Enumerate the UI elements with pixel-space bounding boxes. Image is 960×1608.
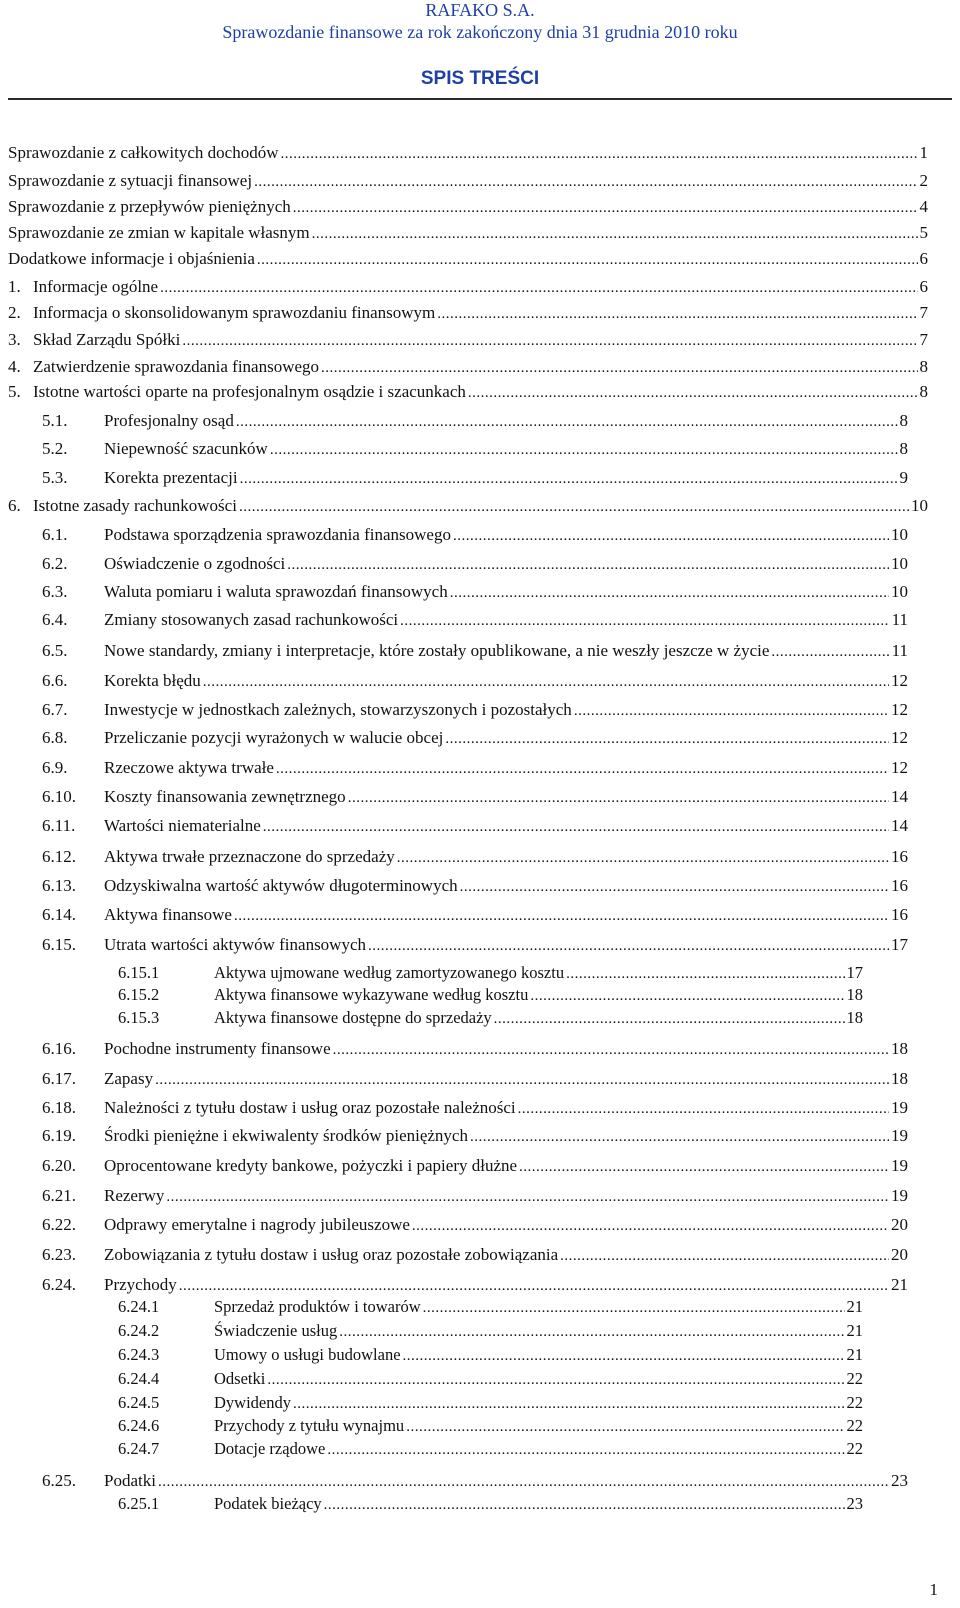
toc-dot-leader [348,786,889,809]
toc-entry-label: Aktywa finansowe wykazywane według kosztu [214,985,529,1004]
toc-entry-page: 19 [891,1126,908,1145]
toc-entry-label: Oświadczenie o zgodności [104,554,286,573]
toc-entry-page: 8 [899,411,908,430]
toc-entry[interactable] [8,276,928,298]
toc-entry-number: 6.25.1 [118,1494,160,1513]
toc-dot-leader [281,142,918,165]
toc-dot-leader [333,1038,889,1061]
toc-entry-page: 12 [891,671,908,690]
toc-entry-label: Zmiany stosowanych zasad rachunkowości [104,610,399,629]
toc-entry-page: 20 [891,1215,908,1234]
toc-entry-label: Zatwierdzenie sprawozdania finansowego [33,357,320,376]
toc-entry-page: 19 [891,1098,908,1117]
toc-entry-label: Rezerwy [104,1186,165,1205]
toc-entry-number: 6.8. [42,728,68,747]
toc-entry-number: 6.15.2 [118,985,160,1004]
toc-entry-number: 5.3. [42,468,68,487]
toc-entry-number: 6.1. [42,525,68,544]
toc-entry-page: 9 [899,468,908,487]
toc-dot-leader [406,1415,844,1438]
report-subtitle: Sprawozdanie finansowe za rok zakończony dnia 31 grudnia 2010 roku [222,22,738,42]
toc-entry-label: Skład Zarządu Spółki [33,330,181,349]
toc-entry[interactable] [42,875,908,897]
toc-entry[interactable] [8,329,928,351]
toc-entry-label: Dotacje rządowe [214,1439,326,1458]
toc-entry[interactable] [42,1125,908,1147]
toc-entry-page: 20 [891,1245,908,1264]
toc-entry[interactable] [42,699,908,721]
toc-entry[interactable] [8,142,928,164]
toc-entry-label: Świadczenie usług [214,1321,338,1340]
toc-entry-number: 6.24.1 [118,1297,160,1316]
header-divider [8,98,952,100]
toc-dot-leader [155,1068,889,1091]
toc-entry-page: 23 [846,1494,863,1513]
toc-entry-page: 18 [846,985,863,1004]
toc-entry[interactable] [118,1493,863,1515]
toc-entry-page: 22 [846,1393,863,1412]
toc-entry-number: 5.1. [42,411,68,430]
toc-dot-leader [234,904,889,927]
toc-dot-leader [771,640,889,663]
toc-entry-page: 18 [891,1069,908,1088]
toc-entry-label: Koszty finansowania zewnętrznego [104,787,346,806]
toc-dot-leader [166,1185,889,1208]
toc-entry-number: 6.18. [42,1098,76,1117]
toc-dot-leader [400,609,890,632]
toc-entry-label: Sprawozdanie ze zmian w kapitale własnym [8,223,310,242]
toc-entry-number: 6.24.7 [118,1439,160,1458]
toc-entry-page: 21 [891,1275,908,1294]
toc-entry[interactable] [118,1438,863,1460]
toc-entry-number: 6.15.3 [118,1008,160,1027]
toc-dot-leader [423,1296,845,1319]
toc-entry-page: 22 [846,1416,863,1435]
toc-dot-leader [468,381,918,404]
toc-entry-number: 6.19. [42,1126,76,1145]
toc-entry-page: 8 [899,439,908,458]
toc-entry-number: 6.24. [42,1275,76,1294]
toc-entry[interactable] [8,495,928,517]
toc-entry-page: 1 [919,143,928,162]
toc-dot-leader [574,699,889,722]
toc-entry[interactable] [118,1007,863,1029]
toc-entry-page: 4 [919,197,928,216]
toc-entry[interactable] [42,786,908,808]
toc-entry[interactable] [42,581,908,603]
toc-entry-number: 6.3. [42,582,68,601]
toc-entry[interactable] [42,815,908,837]
toc-entry-number: 6.4. [42,610,68,629]
toc-dot-leader [312,222,918,245]
toc-entry-page: 10 [891,525,908,544]
toc-entry-page: 17 [846,963,863,982]
toc-entry[interactable] [8,381,928,403]
toc-entry-number: 5. [8,382,21,401]
toc-entry[interactable] [42,410,908,432]
toc-entry-page: 21 [846,1297,863,1316]
toc-entry-label: Zobowiązania z tytułu dostaw i usług oraz pozostałe zobowiązania [104,1245,559,1264]
toc-entry-page: 12 [891,700,908,719]
toc-entry[interactable] [42,1470,908,1492]
toc-entry-label: Aktywa finansowe dostępne do sprzedaży [214,1008,492,1027]
toc-dot-leader [450,581,889,604]
toc-entry-page: 18 [891,1039,908,1058]
toc-entry-label: Należności z tytułu dostaw i usług oraz pozostałe należności [104,1098,516,1117]
toc-entry-label: Umowy o usługi budowlane [214,1345,401,1364]
toc-entry-number: 6.25. [42,1471,76,1490]
toc-entry[interactable] [118,1392,863,1414]
toc-entry[interactable] [42,670,908,692]
toc-entry-label: Istotne wartości oparte na profesjonalnym osądzie i szacunkach [33,382,466,401]
toc-entry-label: Istotne zasady rachunkowości [33,496,237,515]
toc-dot-leader [460,875,889,898]
toc-entry-number: 4. [8,357,21,376]
toc-entry-page: 5 [919,223,928,242]
toc-dot-leader [339,1320,844,1343]
toc-entry[interactable] [42,1097,908,1119]
toc-entry-label: Pochodne instrumenty finansowe [104,1039,331,1058]
toc-entry[interactable] [8,302,928,324]
toc-entry-number: 2. [8,303,21,322]
toc-entry-label: Waluta pomiaru i waluta sprawozdań finansowych [104,582,448,601]
toc-dot-leader [293,196,918,219]
toc-entry-page: 7 [919,330,928,349]
toc-dot-leader [412,1214,889,1237]
toc-entry-number: 6.11. [42,816,76,835]
toc-dot-leader [236,410,898,433]
toc-entry-number: 6.16. [42,1039,76,1058]
toc-entry-label: Informacja o skonsolidowanym sprawozdaniu finansowym [33,303,436,322]
toc-dot-leader [267,1368,844,1391]
page-number: 1 [929,1580,938,1599]
toc-entry-page: 23 [891,1471,908,1490]
toc-entry-label: Przychody z tytułu wynajmu [214,1416,405,1435]
toc-entry-number: 6.14. [42,905,76,924]
toc-entry-number: 6.20. [42,1156,76,1175]
toc-entry-page: 16 [891,847,908,866]
toc-entry[interactable] [42,1155,908,1177]
toc-entry-page: 21 [846,1345,863,1364]
toc-entry[interactable] [42,524,908,546]
toc-entry[interactable] [42,640,908,662]
toc-entry-label: Wartości niematerialne [104,816,261,835]
toc-entry-number: 6.23. [42,1245,76,1264]
toc-entry-number: 6.24.4 [118,1369,160,1388]
toc-entry-number: 6.9. [42,758,68,777]
toc-dot-leader [293,1392,845,1415]
toc-dot-leader [263,815,889,838]
toc-entry[interactable] [42,727,908,749]
toc-entry[interactable] [8,222,928,244]
toc-entry[interactable] [8,196,928,218]
toc-dot-leader [182,329,917,352]
toc-dot-leader [445,727,889,750]
toc-entry-page: 6 [919,277,928,296]
toc-entry-label: Podatek bieżący [214,1494,322,1513]
toc-entry-label: Rzeczowe aktywa trwałe [104,758,274,777]
toc-entry[interactable] [118,1320,863,1342]
toc-entry-page: 6 [919,249,928,268]
toc-entry-number: 6.15.1 [118,963,160,982]
toc-entry-page: 12 [891,728,908,747]
toc-entry-number: 6.10. [42,787,76,806]
toc-entry-number: 5.2. [42,439,68,458]
toc-entry[interactable] [42,904,908,926]
toc-entry-label: Informacje ogólne [33,277,159,296]
toc-entry[interactable] [8,170,928,192]
toc-entry-number: 6.6. [42,671,68,690]
toc-entry[interactable] [42,846,908,868]
toc-dot-leader [287,553,889,576]
toc-entry-page: 19 [891,1156,908,1175]
toc-entry-label: Podstawa sporządzenia sprawozdania finansowego [104,525,451,544]
toc-entry-page: 21 [846,1321,863,1340]
toc-entry-label: Sprzedaż produktów i towarów [214,1297,421,1316]
toc-entry-label: Odsetki [214,1369,266,1388]
toc-entry-number: 6.24.3 [118,1345,160,1364]
toc-entry[interactable] [8,248,928,270]
toc-heading: SPIS TREŚCI [420,68,540,89]
toc-entry-number: 6.5. [42,641,68,660]
toc-entry-number: 6.21. [42,1186,76,1205]
toc-entry[interactable] [42,757,908,779]
toc-dot-leader [494,1007,845,1030]
toc-entry-label: Sprawozdanie z przepływów pieniężnych [8,197,291,216]
toc-entry-number: 6.7. [42,700,68,719]
toc-dot-leader [270,438,898,461]
toc-entry-number: 6.22. [42,1215,76,1234]
toc-entry-page: 10 [891,554,908,573]
toc-dot-leader [254,170,917,193]
toc-entry-number: 3. [8,330,21,349]
toc-entry-page: 18 [846,1008,863,1027]
toc-entry[interactable] [42,1185,908,1207]
toc-entry-label: Niepewność szacunków [104,439,268,458]
toc-dot-leader [519,1155,889,1178]
toc-dot-leader [321,356,917,379]
toc-entry-label: Utrata wartości aktywów finansowych [104,935,367,954]
toc-entry[interactable] [42,438,908,460]
toc-entry-label: Podatki [104,1471,156,1490]
toc-dot-leader [327,1438,844,1461]
toc-entry[interactable] [42,553,908,575]
toc-entry[interactable] [42,467,908,489]
toc-entry-page: 11 [891,610,908,629]
toc-dot-leader [239,495,909,518]
toc-entry[interactable] [42,1068,908,1090]
toc-entry-label: Przeliczanie pozycji wyrażonych w walucie obcej [104,728,444,747]
toc-dot-leader [368,934,889,957]
toc-entry[interactable] [118,1344,863,1366]
toc-entry-label: Zapasy [104,1069,154,1088]
toc-entry-label: Nowe standardy, zmiany i interpretacje, które zostały opublikowane, a nie weszły jeszcze w życie [104,641,770,660]
toc-entry-label: Środki pieniężne i ekwiwalenty środków pieniężnych [104,1126,468,1145]
toc-entry-page: 19 [891,1186,908,1205]
toc-entry-number: 6.13. [42,876,76,895]
toc-entry-page: 8 [919,357,928,376]
toc-entry-label: Aktywa finansowe [104,905,232,924]
toc-dot-leader [324,1493,845,1516]
toc-entry-label: Korekta prezentacji [104,468,238,487]
toc-entry-page: 7 [919,303,928,322]
toc-dot-leader [437,302,917,325]
toc-entry-page: 2 [919,171,928,190]
toc-dot-leader [566,962,844,985]
toc-entry-label: Przychody [104,1275,177,1294]
toc-entry-number: 6. [8,496,21,515]
toc-entry-page: 16 [891,876,908,895]
toc-entry-number: 6.2. [42,554,68,573]
toc-dot-leader [179,1274,889,1297]
toc-entry-number: 6.17. [42,1069,76,1088]
toc-dot-leader [203,670,889,693]
toc-dot-leader [403,1344,845,1367]
toc-entry-label: Dywidendy [214,1393,291,1412]
toc-dot-leader [453,524,889,547]
toc-entry-label: Profesjonalny osąd [104,411,234,430]
toc-dot-leader [518,1097,889,1120]
toc-entry[interactable] [118,1415,863,1437]
toc-entry[interactable] [42,1214,908,1236]
toc-entry-page: 8 [919,382,928,401]
toc-entry-number: 6.24.6 [118,1416,160,1435]
toc-entry-page: 17 [891,935,908,954]
toc-entry[interactable] [118,1368,863,1390]
toc-dot-leader [276,757,889,780]
toc-entry-page: 12 [891,758,908,777]
toc-dot-leader [257,248,918,271]
toc-entry[interactable] [8,356,928,378]
toc-entry-page: 10 [891,582,908,601]
company-name: RAFAKO S.A. [425,0,535,20]
toc-entry-page: 14 [891,787,908,806]
toc-dot-leader [160,276,917,299]
toc-entry-number: 1. [8,277,21,296]
toc-entry-label: Oprocentowane kredyty bankowe, pożyczki i papiery dłużne [104,1156,518,1175]
toc-entry-number: 6.24.5 [118,1393,160,1412]
toc-entry-page: 22 [846,1369,863,1388]
toc-entry[interactable] [42,934,908,956]
toc-entry-page: 11 [891,641,908,660]
toc-entry-page: 16 [891,905,908,924]
toc-entry-label: Sprawozdanie z całkowitych dochodów [8,143,279,162]
toc-dot-leader [240,467,898,490]
toc-entry-label: Dodatkowe informacje i objaśnienia [8,249,255,268]
toc-entry-page: 14 [891,816,908,835]
toc-entry[interactable] [118,984,863,1006]
toc-dot-leader [560,1244,889,1267]
toc-entry-page: 22 [846,1439,863,1458]
toc-entry-number: 6.15. [42,935,76,954]
toc-entry-number: 6.24.2 [118,1321,160,1340]
toc-entry-label: Aktywa trwałe przeznaczone do sprzedaży [104,847,395,866]
toc-entry-label: Aktywa ujmowane według zamortyzowanego kosztu [214,963,565,982]
toc-dot-leader [158,1470,889,1493]
toc-entry-label: Korekta błędu [104,671,201,690]
toc-entry-page: 10 [911,496,928,515]
toc-dot-leader [530,984,844,1007]
toc-entry[interactable] [42,609,908,631]
toc-entry-label: Odzyskiwalna wartość aktywów długoterminowych [104,876,458,895]
toc-dot-leader [470,1125,889,1148]
toc-entry-label: Inwestycje w jednostkach zależnych, stowarzyszonych i pozostałych [104,700,572,719]
toc-entry-label: Odprawy emerytalne i nagrody jubileuszowe [104,1215,410,1234]
toc-entry-label: Sprawozdanie z sytuacji finansowej [8,171,253,190]
toc-entry[interactable] [118,1296,863,1318]
toc-dot-leader [397,846,889,869]
toc-entry[interactable] [42,1244,908,1266]
toc-entry[interactable] [42,1038,908,1060]
toc-entry-number: 6.12. [42,847,76,866]
toc-entry[interactable] [118,962,863,984]
toc-entry[interactable] [42,1274,908,1296]
